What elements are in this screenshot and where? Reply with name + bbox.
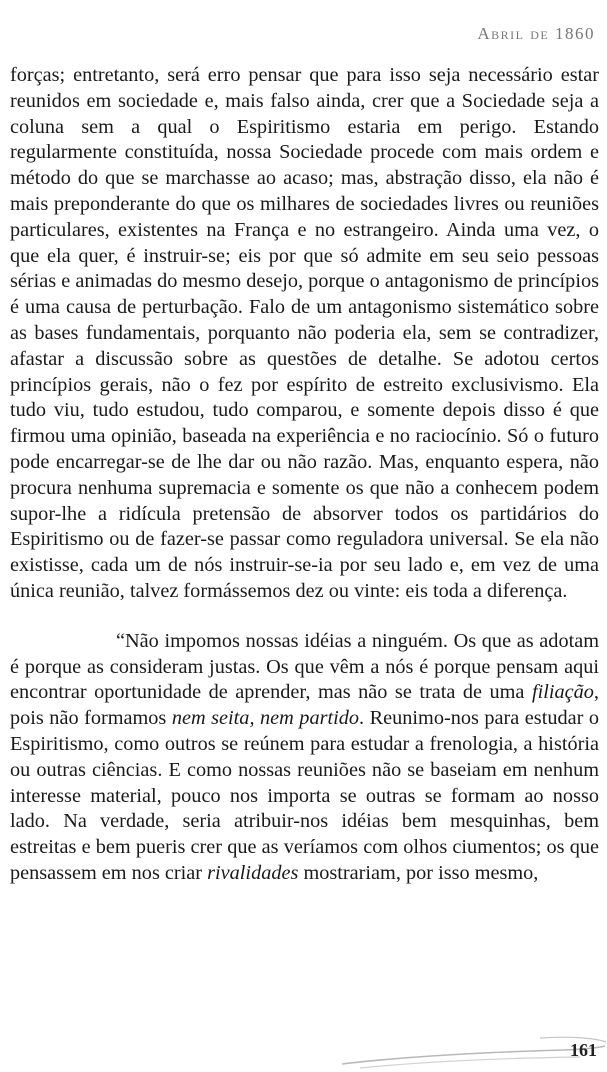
emphasis-rivalidades: rivalidades [207, 861, 299, 884]
paragraph-2-text-3: . Reunimo-nos para estudar o Espiritismo, como outros se reúnem para estudar a frenologia, a história ou outras ciências. E como nossas reuniões não se baseiam em nenhum interesse material, pouco nos importa se outras se formam ao nosso lado. Na verdade, seria atribuir-nos idéias bem mesquinhas, bem estreitas e bem pueris crer que as veríamos com olhos ciumentos; os que pensassem em nos criar [10, 707, 600, 884]
emphasis-filiacao: filiação [531, 681, 594, 704]
paragraph-2 [10, 629, 599, 887]
page-body [10, 63, 599, 887]
page-number: 161 [570, 1040, 597, 1060]
paragraph-2-text-4: mostrariam, por isso mesmo, [298, 861, 539, 884]
paragraph-1: forças; entretanto, será erro pensar que para isso seja necessário estar reunidos em sociedade e, mais falso ainda, crer que a Sociedade seja a coluna sem a qual o Espiritismo estaria em perigo. Estando regularmente constituída, nossa Sociedade procede com mais ordem e método do que se marchasse ao acaso; mas, abstração disso, ela não é mais preponderante do que os milhares de sociedades livres ou reuniões particulares, existentes na França e no estrangeiro. Ainda uma vez, o que ela quer, é instruir-se; eis por que só admite em seu seio pessoas sérias e animadas do mesmo desejo, porque o antagonismo de princípios é uma causa de perturbação. Falo de um antagonismo sistemático sobre as bases fundamentais, porquanto não poderia ela, sem se contradizer, afastar a discussão sobre as questões de detalhe. Se adotou certos princípios gerais, não o fez por espírito de estreito exclusivismo. Ela tudo viu, tudo estudou, tudo comparou, e somente depois disso é que firmou uma opinião, baseada na experiência e no raciocínio. Só o futuro pode encarregar-se de lhe dar ou não razão. Mas, enquanto espera, não procura nenhuma supremacia e somente os que não a conhecem podem supor-lhe a ridícula pretensão de absorver todos os partidários do Espiritismo ou de fazer-se passar como reguladora universal. Se ela não existisse, cada um de nós instruir-se-ia por seu lado e, em vez de uma única reunião, talvez formássemos dez ou vinte: eis toda a diferença. [10, 64, 599, 602]
paragraph-2-text-2: , pois não formamos [10, 681, 599, 730]
running-header: Abril de 1860 [477, 24, 595, 43]
emphasis-nem-seita: nem seita, nem partido [171, 707, 360, 730]
footer-swoosh-ornament [340, 1030, 607, 1072]
paragraph-2-text-1: “Não impomos nossas idéias a ninguém. Os que as adotam é porque as consideram justas. Os que vêm a nós é porque pensam aqui encontrar oportunidade de aprender, mas não se trata de uma [10, 629, 599, 704]
